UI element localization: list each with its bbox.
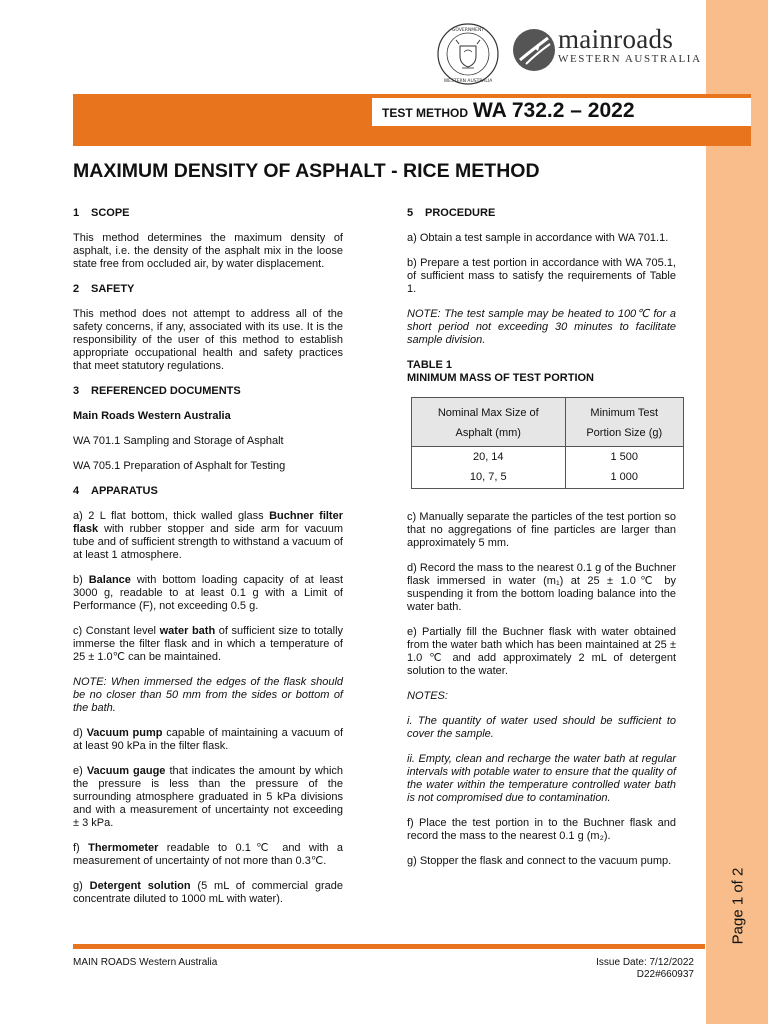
apparatus-item-e: e) Vacuum gauge that indicates the amount by which the pressure is less than the pressure of the surrounding atmosphere graduated in 5 kPa divisions and with a measurement of uncertainty not exceeding ± 3 kPa. (73, 765, 344, 829)
section-heading-references: 3 REFERENCED DOCUMENTS (73, 385, 241, 397)
table-row: 20, 14 1 500 (412, 447, 684, 468)
apparatus-item-d: d) Vacuum pump capable of maintaining a vacuum of at least 90 kPa in the filter flask. (73, 727, 344, 752)
section-heading-scope: 1 SCOPE (73, 207, 130, 219)
document-number: D22#660937 (636, 969, 694, 980)
footer-org: MAIN ROADS Western Australia (73, 957, 218, 968)
safety-text: This method does not attempt to address all of the safety concerns, if any, associated with its use. It is the responsibility of the user of this method to establish appropriate occupational health and safety practices that meet statutory regulations. (73, 308, 343, 372)
section-heading-apparatus: 4 APPARATUS (73, 485, 158, 497)
apparatus-item-c: c) Constant level water bath of sufficient size to totally immerse the filter flask and in which a temperature of 25 ± 1.0℃ can be maintained. (73, 625, 344, 663)
note-i: i. The quantity of water used should be sufficient to cover the sample. (407, 715, 676, 740)
procedure-step-c: c) Manually separate the particles of the test portion so that no aggregations of fine particles are larger than approximately 5 mm. (407, 511, 676, 549)
table-header: Portion Size (g) (565, 423, 684, 447)
procedure-step-b: b) Prepare a test portion in accordance with WA 705.1, of sufficient mass to satisfy the requirements of Table 1. (407, 257, 676, 295)
table-header: Minimum Test (565, 398, 684, 424)
note-ii: ii. Empty, clean and recharge the water bath at regular intervals with potable water to ensure that the quality of the water within the temperature controlled water bath is not compromised due to contamination. (407, 753, 676, 804)
minimum-mass-table (411, 397, 684, 489)
footer-issue-info (520, 957, 694, 981)
procedure-step-f: f) Place the test portion in to the Buchner flask and record the mass to the nearest 0.1 g (m₂). (407, 817, 676, 842)
reference-org: Main Roads Western Australia (73, 410, 231, 422)
brand-sub: WESTERN AUSTRALIA (558, 53, 702, 65)
page-number-text: Page 1 of 2 (729, 867, 747, 945)
footer-rule (73, 944, 705, 949)
notes-title: NOTES: (407, 690, 448, 702)
section-heading-safety: 2 SAFETY (73, 283, 135, 295)
document-title: MAXIMUM DENSITY OF ASPHALT - RICE METHOD (73, 160, 540, 182)
brand-name: mainroads (558, 24, 674, 54)
table-header: Asphalt (mm) (412, 423, 566, 447)
apparatus-note: NOTE: When immersed the edges of the flask should be no closer than 50 mm from the sides or bottom of the bath. (73, 676, 343, 714)
reference-item: WA 701.1 Sampling and Storage of Asphalt (73, 435, 284, 447)
section-heading-procedure: 5 PROCEDURE (407, 207, 496, 219)
method-prefix: TEST METHOD (382, 106, 468, 120)
test-method-label (382, 99, 635, 125)
table-header: Nominal Max Size of (412, 398, 566, 424)
reference-item: WA 705.1 Preparation of Asphalt for Testing (73, 460, 286, 472)
issue-date: Issue Date: 7/12/2022 (596, 957, 694, 968)
procedure-note: NOTE: The test sample may be heated to 100℃ for a short period not exceeding 30 minutes to facilitate sample division. (407, 308, 676, 346)
procedure-step-g: g) Stopper the flask and connect to the vacuum pump. (407, 855, 672, 867)
left-column (73, 207, 343, 918)
scope-text: This method determines the maximum density of asphalt, i.e. the density of the asphalt mix in the loose state free from occluded air, by water displacement. (73, 232, 343, 270)
apparatus-item-a: a) 2 L flat bottom, thick walled glass Buchner filter flask with rubber stopper and side arm for vacuum tube and of sufficient strength to withstand a vacuum of at least 1 atmosphere. (73, 510, 343, 561)
table-row: 10, 7, 5 1 000 (412, 467, 684, 489)
right-column (407, 207, 676, 880)
apparatus-item-f: f) Thermometer readable to 0.1℃ and with a measurement of uncertainty of not more than 0.3℃. (73, 842, 343, 867)
svg-text:GOVERNMENT: GOVERNMENT (451, 28, 485, 33)
apparatus-item-g: g) Detergent solution (5 mL of commercial grade concentrate diluted to 1000 mL with water). (73, 880, 343, 905)
svg-text:WESTERN AUSTRALIA: WESTERN AUSTRALIA (443, 79, 493, 84)
procedure-step-a: a) Obtain a test sample in accordance with WA 701.1. (407, 232, 669, 244)
apparatus-item-b: b) Balance with bottom loading capacity of at least 3000 g, readable to at least 0.1 g with a Limit of Performance (F), not exceeding 0.5 g. (73, 574, 344, 612)
procedure-step-e: e) Partially fill the Buchner flask with water obtained from the water bath which has been maintained at 25 ± 1.0 ℃ and add approximately 2 mL of detergent solution to the water. (407, 626, 676, 677)
mainroads-logo (558, 25, 702, 65)
page-number (708, 867, 768, 945)
procedure-step-d: d) Record the mass to the nearest 0.1 g of the Buchner flask immersed in water (m₁) at 25 ± 1.0℃ by suspending it from the bottom loading balance into the water bath. (407, 562, 676, 613)
mainroads-mark-icon (512, 28, 556, 72)
table-caption: TABLE 1 MINIMUM MASS OF TEST PORTION (407, 359, 594, 384)
method-code: WA 732.2 – 2022 (473, 99, 635, 122)
government-seal-logo (436, 22, 500, 86)
